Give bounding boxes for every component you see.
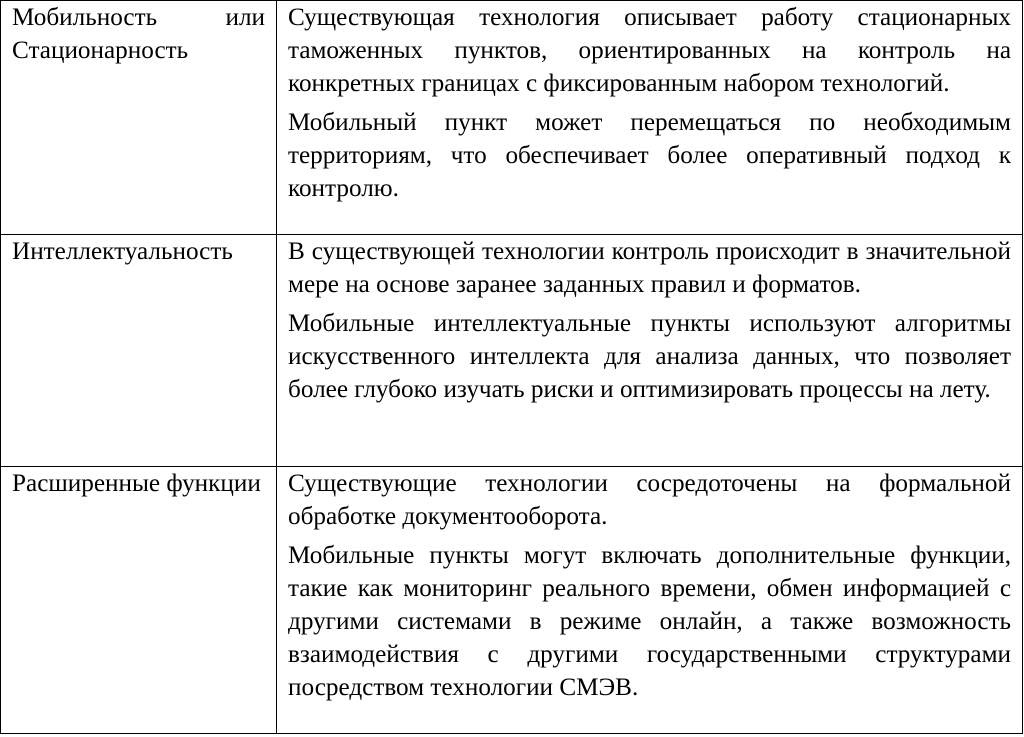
- criterion-cell: [1, 467, 277, 734]
- description-cell: [277, 1, 1023, 235]
- table-row: [1, 467, 1023, 734]
- description-cell: [277, 235, 1023, 467]
- criterion-label: Мобильность или Стационарность: [12, 4, 265, 64]
- mobile-point-text: Мобильные интеллектуальные пункты используют алгоритмы искусственного интеллекта для анализа данных, что позволяет более глубоко изучать риски и оптимизировать процессы на лету.: [288, 310, 1011, 403]
- criterion-cell: [1, 1, 277, 235]
- table-row: [1, 235, 1023, 467]
- mobile-point-text: Мобильные пункты могут включать дополнительные функции, такие как мониторинг реального времени, обмен информацией с другими системами в режиме онлайн, а также возможность взаимодействия с другими государственными структурами посредством технологии СМЭВ.: [288, 542, 1011, 701]
- criterion-label: Интеллектуальность: [12, 238, 233, 265]
- table-row: [1, 1, 1023, 235]
- description-cell: [277, 467, 1023, 734]
- existing-technology-text: В существующей технологии контроль происходит в значительной мере на основе заранее заданных правил и форматов.: [288, 238, 1011, 298]
- criterion-label: Расширенные функции: [12, 470, 261, 497]
- criterion-cell: [1, 235, 277, 467]
- mobile-point-text: Мобильный пункт может перемещаться по необходимым территориям, что обеспечивает более оперативный подход к контролю.: [288, 109, 1011, 202]
- existing-technology-text: Существующая технология описывает работу стационарных таможенных пунктов, ориентированных на контроль на конкретных границах с фиксированным набором технологий.: [288, 4, 1011, 97]
- existing-technology-text: Существующие технологии сосредоточены на формальной обработке документооборота.: [288, 470, 1011, 530]
